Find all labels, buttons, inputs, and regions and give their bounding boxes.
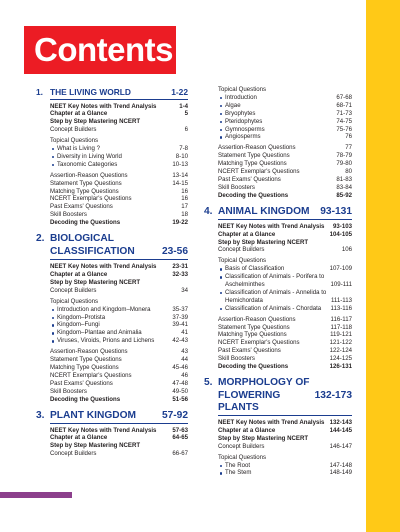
toc-entry[interactable]: Matching Type Questions 79-80 — [218, 160, 352, 168]
toc-entry-chapter-glance[interactable]: Chapter at a Glance 104-105 — [218, 230, 352, 238]
toc-entry-topical-questions[interactable]: Topical Questions — [218, 453, 267, 461]
toc-subentry[interactable]: What is Living ? 7-8 — [36, 145, 188, 153]
chapter-2-heading-line2[interactable] — [36, 246, 188, 258]
toc-entry[interactable]: NCERT Exemplar's Questions 80 — [218, 168, 352, 176]
toc-entry[interactable]: NCERT Exemplar's Questions 46 — [50, 371, 188, 379]
toc-entry-key-notes[interactable]: NEET Key Notes with Trend Analysis 57-63 — [50, 426, 188, 434]
toc-entry[interactable]: Assertion-Reason Questions 77 — [218, 144, 352, 152]
page-title: Contents — [34, 31, 173, 68]
toc-subentry[interactable]: Diversity in Living World 8-10 — [36, 153, 188, 161]
toc-subentry[interactable]: Classification of Animals - Porifera to — [204, 273, 352, 281]
chapter-number: 4. — [204, 205, 213, 217]
toc-entry-key-notes[interactable]: NEET Key Notes with Trend Analysis 23-31 — [50, 263, 188, 271]
chapter-2-heading[interactable] — [36, 233, 188, 245]
bottom-color-tab — [0, 492, 72, 498]
toc-subentry[interactable]: Basis of Classification 107-109 — [204, 265, 352, 273]
chapter-4-heading[interactable] — [204, 206, 352, 218]
toc-subentry[interactable]: The Stem 148-149 — [204, 469, 352, 477]
toc-subentry[interactable]: Angiosperms 76 — [204, 133, 352, 141]
toc-entry-chapter-glance[interactable]: Chapter at a Glance 5 — [50, 110, 188, 118]
toc-entry-key-notes[interactable]: NEET Key Notes with Trend Analysis 132-143 — [218, 419, 352, 426]
toc-entry-chapter-glance[interactable]: Chapter at a Glance 64-65 — [50, 434, 188, 442]
toc-entry[interactable]: Skill Boosters 124-125 — [218, 355, 352, 363]
toc-subentry[interactable]: Taxonomic Categories 10-13 — [36, 161, 188, 169]
side-color-bar — [366, 0, 400, 532]
toc-entry-mastering-ncert[interactable]: Step by Step Mastering NCERT — [218, 434, 309, 442]
chapter-5-heading-line2[interactable] — [204, 390, 352, 414]
chapter-name-line1: MORPHOLOGY OF — [218, 377, 310, 388]
toc-entry[interactable]: Past Exams' Questions 81-83 — [218, 175, 352, 183]
chapter-pages: 1-22 — [171, 87, 188, 97]
toc-entry[interactable]: Past Exams' Questions 47-48 — [50, 379, 188, 387]
chapter-divider — [50, 423, 188, 424]
chapter-number: 2. — [36, 233, 45, 245]
chapter-name-line1: BIOLOGICAL — [50, 233, 114, 245]
toc-entry-chapter-glance[interactable]: Chapter at a Glance 144-145 — [218, 426, 352, 434]
toc-subentry[interactable]: Kingdom–Fungi 39-41 — [36, 321, 188, 329]
chapter-divider — [218, 219, 352, 220]
toc-subentry[interactable]: Algae 68-71 — [204, 102, 352, 110]
chapter-name: THE LIVING WORLD — [50, 87, 131, 97]
toc-subentry[interactable]: Bryophytes 71-73 — [204, 110, 352, 118]
toc-entry-decoding[interactable]: Decoding the Questions 51-56 — [50, 395, 188, 403]
chapter-number: 5. — [204, 377, 213, 388]
toc-entry-decoding[interactable]: Decoding the Questions 19-22 — [50, 219, 188, 227]
toc-entry[interactable]: NCERT Exemplar's Questions 16 — [50, 195, 188, 203]
toc-entry-chapter-glance[interactable]: Chapter at a Glance 32-33 — [50, 271, 188, 278]
chapter-divider — [50, 259, 188, 260]
toc-entry[interactable]: Past Exams' Questions 122-124 — [218, 347, 352, 355]
toc-entry[interactable]: Assertion-Reason Questions 116-117 — [218, 315, 352, 323]
title-banner — [24, 26, 176, 74]
toc-entry[interactable]: Skill Boosters 18 — [50, 211, 188, 219]
chapter-number: 1. — [36, 87, 43, 97]
toc-subentry[interactable]: Gymnosperms 75-76 — [204, 126, 352, 134]
toc-entry-topical-questions[interactable]: Topical Questions — [50, 137, 99, 145]
contents-column-right — [204, 86, 352, 477]
contents-column-left — [36, 86, 188, 458]
toc-entry[interactable]: Matching Type Questions 119-121 — [218, 331, 352, 339]
toc-entry[interactable]: Statement Type Questions 44 — [50, 356, 188, 364]
toc-subentry[interactable]: Pteridophytes 74-75 — [204, 118, 352, 126]
chapter-pages: 57-92 — [161, 409, 188, 421]
toc-subentry[interactable]: Kingdom–Protista 37-39 — [36, 314, 188, 322]
chapter-name: ANIMAL KINGDOM — [218, 205, 310, 217]
chapter-3-heading[interactable] — [36, 410, 188, 422]
toc-entry-key-notes[interactable]: NEET Key Notes with Trend Analysis 93-103 — [218, 222, 352, 230]
chapter-divider — [218, 415, 352, 416]
toc-entry[interactable]: NCERT Exemplar's Questions 121-122 — [218, 339, 352, 347]
chapter-pages: 93-131 — [320, 205, 352, 217]
toc-entry[interactable]: Matching Type Questions 45-46 — [50, 363, 188, 371]
toc-subentry[interactable]: Classification of Animals - Annelida to — [204, 289, 352, 297]
toc-entry-decoding[interactable]: Decoding the Questions 85-92 — [218, 191, 352, 199]
toc-entry[interactable]: Statement Type Questions 14-15 — [50, 179, 188, 187]
toc-entry-key-notes[interactable]: NEET Key Notes with Trend Analysis 1-4 — [50, 102, 188, 110]
toc-entry[interactable]: Statement Type Questions 117-118 — [218, 323, 352, 331]
toc-subentry[interactable]: The Root 147-148 — [204, 462, 352, 470]
toc-entry[interactable]: Matching Type Questions 16 — [50, 187, 188, 195]
chapter-name-line2: CLASSIFICATION — [50, 246, 135, 258]
chapter-divider — [50, 99, 188, 100]
chapter-1-heading[interactable] — [36, 87, 188, 98]
chapter-5-heading[interactable] — [204, 377, 352, 389]
chapter-name-line2: FLOWERING PLANTS — [218, 390, 281, 413]
toc-subentry[interactable]: Classification of Animals - Chordata 113-116 — [204, 305, 352, 313]
toc-entry-concept-builders[interactable]: Concept Builders 146-147 — [218, 442, 352, 450]
toc-entry[interactable]: Skill Boosters 83-84 — [218, 183, 352, 191]
toc-entry[interactable]: Assertion-Reason Questions 13-14 — [50, 171, 188, 179]
toc-entry-mastering-ncert[interactable]: Step by Step Mastering NCERT — [50, 278, 141, 286]
toc-entry-concept-builders[interactable]: Concept Builders 34 — [50, 286, 188, 294]
toc-entry-concept-builders[interactable]: Concept Builders 66-67 — [50, 450, 188, 458]
toc-entry[interactable]: Assertion-Reason Questions 43 — [50, 348, 188, 356]
toc-entry[interactable]: Past Exams' Questions 17 — [50, 203, 188, 211]
toc-subentry[interactable]: Kingdom–Plantae and Animalia 41 — [36, 329, 188, 337]
toc-subentry-continued[interactable]: Hemichordata 111-113 — [225, 296, 352, 304]
chapter-number: 3. — [36, 409, 45, 421]
toc-subentry[interactable]: Introduction and Kingdom–Monera 35-37 — [36, 306, 188, 314]
toc-entry[interactable]: Statement Type Questions 78-79 — [218, 152, 352, 160]
toc-entry-mastering-ncert[interactable]: Step by Step Mastering NCERT — [50, 118, 141, 126]
chapter-pages: 23-56 — [161, 246, 188, 258]
toc-subentry-continued[interactable]: Aschelminthes 109-111 — [225, 281, 352, 289]
chapter-name: PLANT KINGDOM — [50, 409, 137, 421]
toc-subentry[interactable]: Introduction 67-68 — [204, 94, 352, 102]
toc-entry-topical-questions[interactable]: Topical Questions — [50, 297, 99, 305]
toc-entry-mastering-ncert[interactable]: Step by Step Mastering NCERT — [218, 238, 309, 246]
toc-entry-mastering-ncert[interactable]: Step by Step Mastering NCERT — [50, 442, 141, 450]
toc-entry-decoding[interactable]: Decoding the Questions 126-131 — [218, 363, 352, 371]
toc-entry[interactable]: Skill Boosters 49-50 — [50, 387, 188, 395]
toc-subentry[interactable]: Viruses, Viroids, Prions and Lichens 42-43 — [36, 337, 188, 345]
toc-entry-concept-builders[interactable]: Concept Builders 106 — [218, 246, 352, 254]
chapter-pages: 132-173 — [314, 390, 352, 401]
toc-entry-topical-questions[interactable]: Topical Questions — [218, 257, 267, 265]
toc-entry-concept-builders[interactable]: Concept Builders 6 — [50, 126, 188, 134]
toc-entry-topical-questions[interactable]: Topical Questions — [218, 86, 267, 93]
